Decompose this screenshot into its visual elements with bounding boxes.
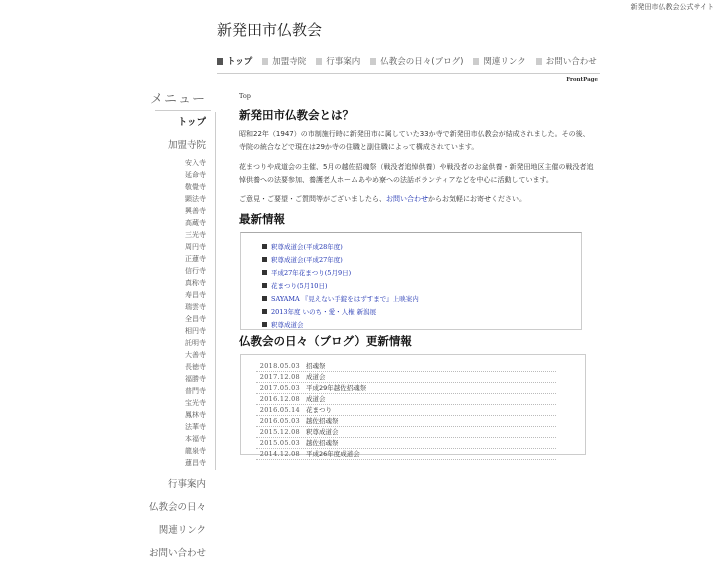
news-item[interactable] — [262, 253, 581, 266]
blog-row[interactable] — [256, 394, 556, 405]
about-text: からお気軽にお寄せください。 — [428, 195, 526, 203]
breadcrumb: Top — [239, 92, 251, 100]
sidebar-temple-item[interactable]: 瑞雲寺 — [185, 303, 206, 311]
gnav-top[interactable] — [217, 55, 252, 67]
sidebar-temple-item[interactable]: 大善寺 — [185, 351, 206, 359]
sidebar-temple-item[interactable]: 周円寺 — [185, 243, 206, 251]
contact-link[interactable]: お問い合わせ — [386, 195, 428, 203]
blog-title[interactable]: 成道会 — [306, 395, 326, 403]
about-heading: 新発田市仏教会とは？ — [239, 108, 354, 122]
news-link[interactable]: 釈尊成道会(平成27年度) — [271, 256, 343, 264]
news-link[interactable]: 平成27年花まつり(5月9日) — [271, 269, 352, 277]
sidebar-temple-item[interactable]: 宝光寺 — [185, 399, 206, 407]
about-paragraph-2: 花まつりや成道会の主催、5月の越佐招魂祭（戦没者追悼供養）や戦没者のお盆供養・新発田地区主催の戦没者追悼供養への法要参加、養護老人ホームあやめ寮への法話ボランティアなどを中心に活動しています。 — [239, 163, 594, 184]
blog-date: 2018.05.03 — [259, 362, 300, 370]
news-link[interactable]: SAYAMA 『見えない手錠をはずすまで』上映案内 — [271, 295, 419, 303]
news-item[interactable] — [262, 266, 581, 279]
blog-heading: 仏教会の日々（ブログ）更新情報 — [239, 334, 412, 348]
about-paragraph-1: 昭和22年（1947）の市制施行時に新発田市に属していた33か寺で新発田市仏教会が結成されました。その後、寺院の統合などで現在は29か寺の住職と副住職によって構成されています。 — [239, 130, 590, 151]
news-item[interactable] — [262, 305, 581, 318]
gnav-events[interactable] — [316, 55, 360, 67]
sidebar-temple-item[interactable]: 相円寺 — [185, 327, 206, 335]
gnav-links[interactable] — [473, 55, 525, 67]
header-divider — [217, 73, 600, 74]
sidebar-temple-item[interactable]: 興善寺 — [185, 207, 206, 215]
sidebar-temple-item[interactable]: 真称寺 — [185, 279, 206, 287]
sidebar-temple-item[interactable]: 敬覺寺 — [185, 183, 206, 191]
global-nav — [217, 55, 607, 67]
square-bullet-icon — [473, 58, 479, 65]
blog-row[interactable] — [256, 427, 556, 438]
blog-list — [240, 354, 586, 458]
sidebar-item-members[interactable]: 加盟寺院 — [167, 140, 206, 151]
about-paragraph-3 — [239, 193, 594, 206]
blog-title[interactable]: 招魂祭 — [306, 362, 326, 370]
site-tagline: 新発田市仏教会公式サイト — [630, 3, 714, 11]
square-bullet-icon — [262, 296, 267, 301]
sidebar-temple-item[interactable]: 顕法寺 — [185, 195, 206, 203]
blog-date: 2016.05.03 — [259, 417, 300, 425]
sidebar — [0, 88, 211, 565]
square-bullet-icon — [262, 283, 267, 288]
gnav-label: 加盟寺院 — [272, 57, 307, 67]
sidebar-temple-item[interactable]: 信行寺 — [185, 267, 206, 275]
blog-date: 2016.12.08 — [259, 395, 300, 403]
blog-row[interactable] — [256, 361, 556, 372]
sidebar-temple-item[interactable]: 正蓮寺 — [185, 255, 206, 263]
blog-date: 2015.12.08 — [259, 428, 300, 436]
blog-title[interactable]: 平成26年度成道会 — [306, 450, 360, 458]
sidebar-temple-item[interactable]: 法華寺 — [185, 423, 206, 431]
gnav-blog[interactable] — [370, 55, 463, 67]
page-label: FrontPage — [566, 77, 598, 83]
sidebar-temple-item[interactable]: 三光寺 — [185, 231, 206, 239]
sidebar-item-top[interactable]: トップ — [177, 117, 206, 128]
square-bullet-icon — [262, 309, 267, 314]
gnav-label: お問い合わせ — [545, 57, 597, 67]
sidebar-temple-item[interactable]: 福勝寺 — [185, 375, 206, 383]
news-item[interactable] — [262, 240, 581, 253]
about-text: ご意見・ご要望・ご質問等がございましたら、 — [239, 195, 386, 203]
gnav-label: 行事案内 — [326, 57, 361, 67]
square-bullet-icon — [262, 58, 268, 65]
blog-row[interactable] — [256, 383, 556, 394]
sidebar-temple-item[interactable]: 長徳寺 — [185, 363, 206, 371]
square-bullet-icon — [536, 58, 542, 65]
sidebar-temple-item[interactable]: 鳳林寺 — [185, 411, 206, 419]
blog-title[interactable]: 越佐招魂祭 — [306, 417, 339, 425]
square-bullet-icon — [262, 270, 267, 275]
sidebar-temple-item[interactable]: 本福寺 — [185, 435, 206, 443]
sidebar-rule — [215, 112, 216, 470]
sidebar-temple-item[interactable]: 託明寺 — [185, 339, 206, 347]
blog-title[interactable]: 釈尊成道会 — [306, 428, 339, 436]
blog-row[interactable] — [256, 416, 556, 427]
blog-row[interactable] — [256, 405, 556, 416]
blog-row[interactable] — [256, 438, 556, 449]
square-bullet-icon — [316, 58, 322, 65]
news-list — [240, 232, 582, 330]
gnav-label: 仏教会の日々(ブログ) — [380, 57, 464, 67]
news-link[interactable]: 2013年度 いのち・愛・人権 新潟展 — [271, 308, 377, 316]
blog-date: 2017.12.08 — [259, 373, 300, 381]
gnav-members[interactable] — [262, 55, 306, 67]
news-item[interactable] — [262, 318, 581, 331]
gnav-contact[interactable] — [536, 55, 597, 67]
sidebar-temple-item[interactable]: 寿昌寺 — [185, 291, 206, 299]
temple-list — [0, 157, 211, 469]
news-item[interactable] — [262, 292, 581, 305]
sidebar-item-links[interactable]: 関連リンク — [158, 525, 206, 536]
square-bullet-icon — [262, 244, 267, 249]
sidebar-temple-item[interactable]: 延命寺 — [185, 171, 206, 179]
blog-row[interactable] — [256, 372, 556, 383]
blog-date: 2014.12.08 — [259, 450, 300, 458]
square-bullet-icon — [262, 257, 267, 262]
sidebar-temple-item[interactable]: 高蔵寺 — [185, 219, 206, 227]
blog-title[interactable]: 花まつり — [306, 406, 332, 414]
blog-title[interactable]: 平成29年越佐招魂祭 — [306, 384, 367, 392]
sidebar-item-events[interactable]: 行事案内 — [167, 479, 206, 490]
gnav-label: トップ — [227, 57, 253, 67]
blog-date: 2017.05.03 — [259, 384, 300, 392]
square-bullet-icon — [370, 58, 376, 65]
sidebar-item-blog[interactable]: 仏教会の日々 — [148, 502, 206, 513]
blog-date: 2016.05.14 — [259, 406, 300, 414]
square-bullet-icon — [217, 58, 223, 65]
sidebar-title: メニュー — [149, 92, 206, 107]
blog-date: 2015.05.03 — [259, 439, 300, 447]
news-link[interactable]: 釈尊成道会(平成28年度) — [271, 243, 343, 251]
blog-title[interactable]: 成道会 — [306, 373, 326, 381]
news-link[interactable]: 花まつり(5月10日) — [271, 282, 328, 290]
site-title[interactable]: 新発田市仏教会 — [217, 21, 323, 39]
gnav-label: 関連リンク — [483, 57, 526, 67]
sidebar-temple-item[interactable]: 龍泉寺 — [185, 447, 206, 455]
sidebar-temple-item[interactable]: 普門寺 — [185, 387, 206, 395]
blog-row[interactable] — [256, 449, 556, 460]
news-item[interactable] — [262, 279, 581, 292]
sidebar-temple-item[interactable]: 蓮昌寺 — [185, 459, 206, 467]
news-heading: 最新情報 — [239, 212, 285, 226]
square-bullet-icon — [262, 322, 267, 327]
sidebar-temple-item[interactable]: 全昌寺 — [185, 315, 206, 323]
sidebar-item-contact[interactable]: お問い合わせ — [148, 548, 206, 559]
news-link[interactable]: 釈尊成道会 — [271, 321, 304, 329]
sidebar-temple-item[interactable]: 安入寺 — [185, 159, 206, 167]
blog-title[interactable]: 越佐招魂祭 — [306, 439, 339, 447]
